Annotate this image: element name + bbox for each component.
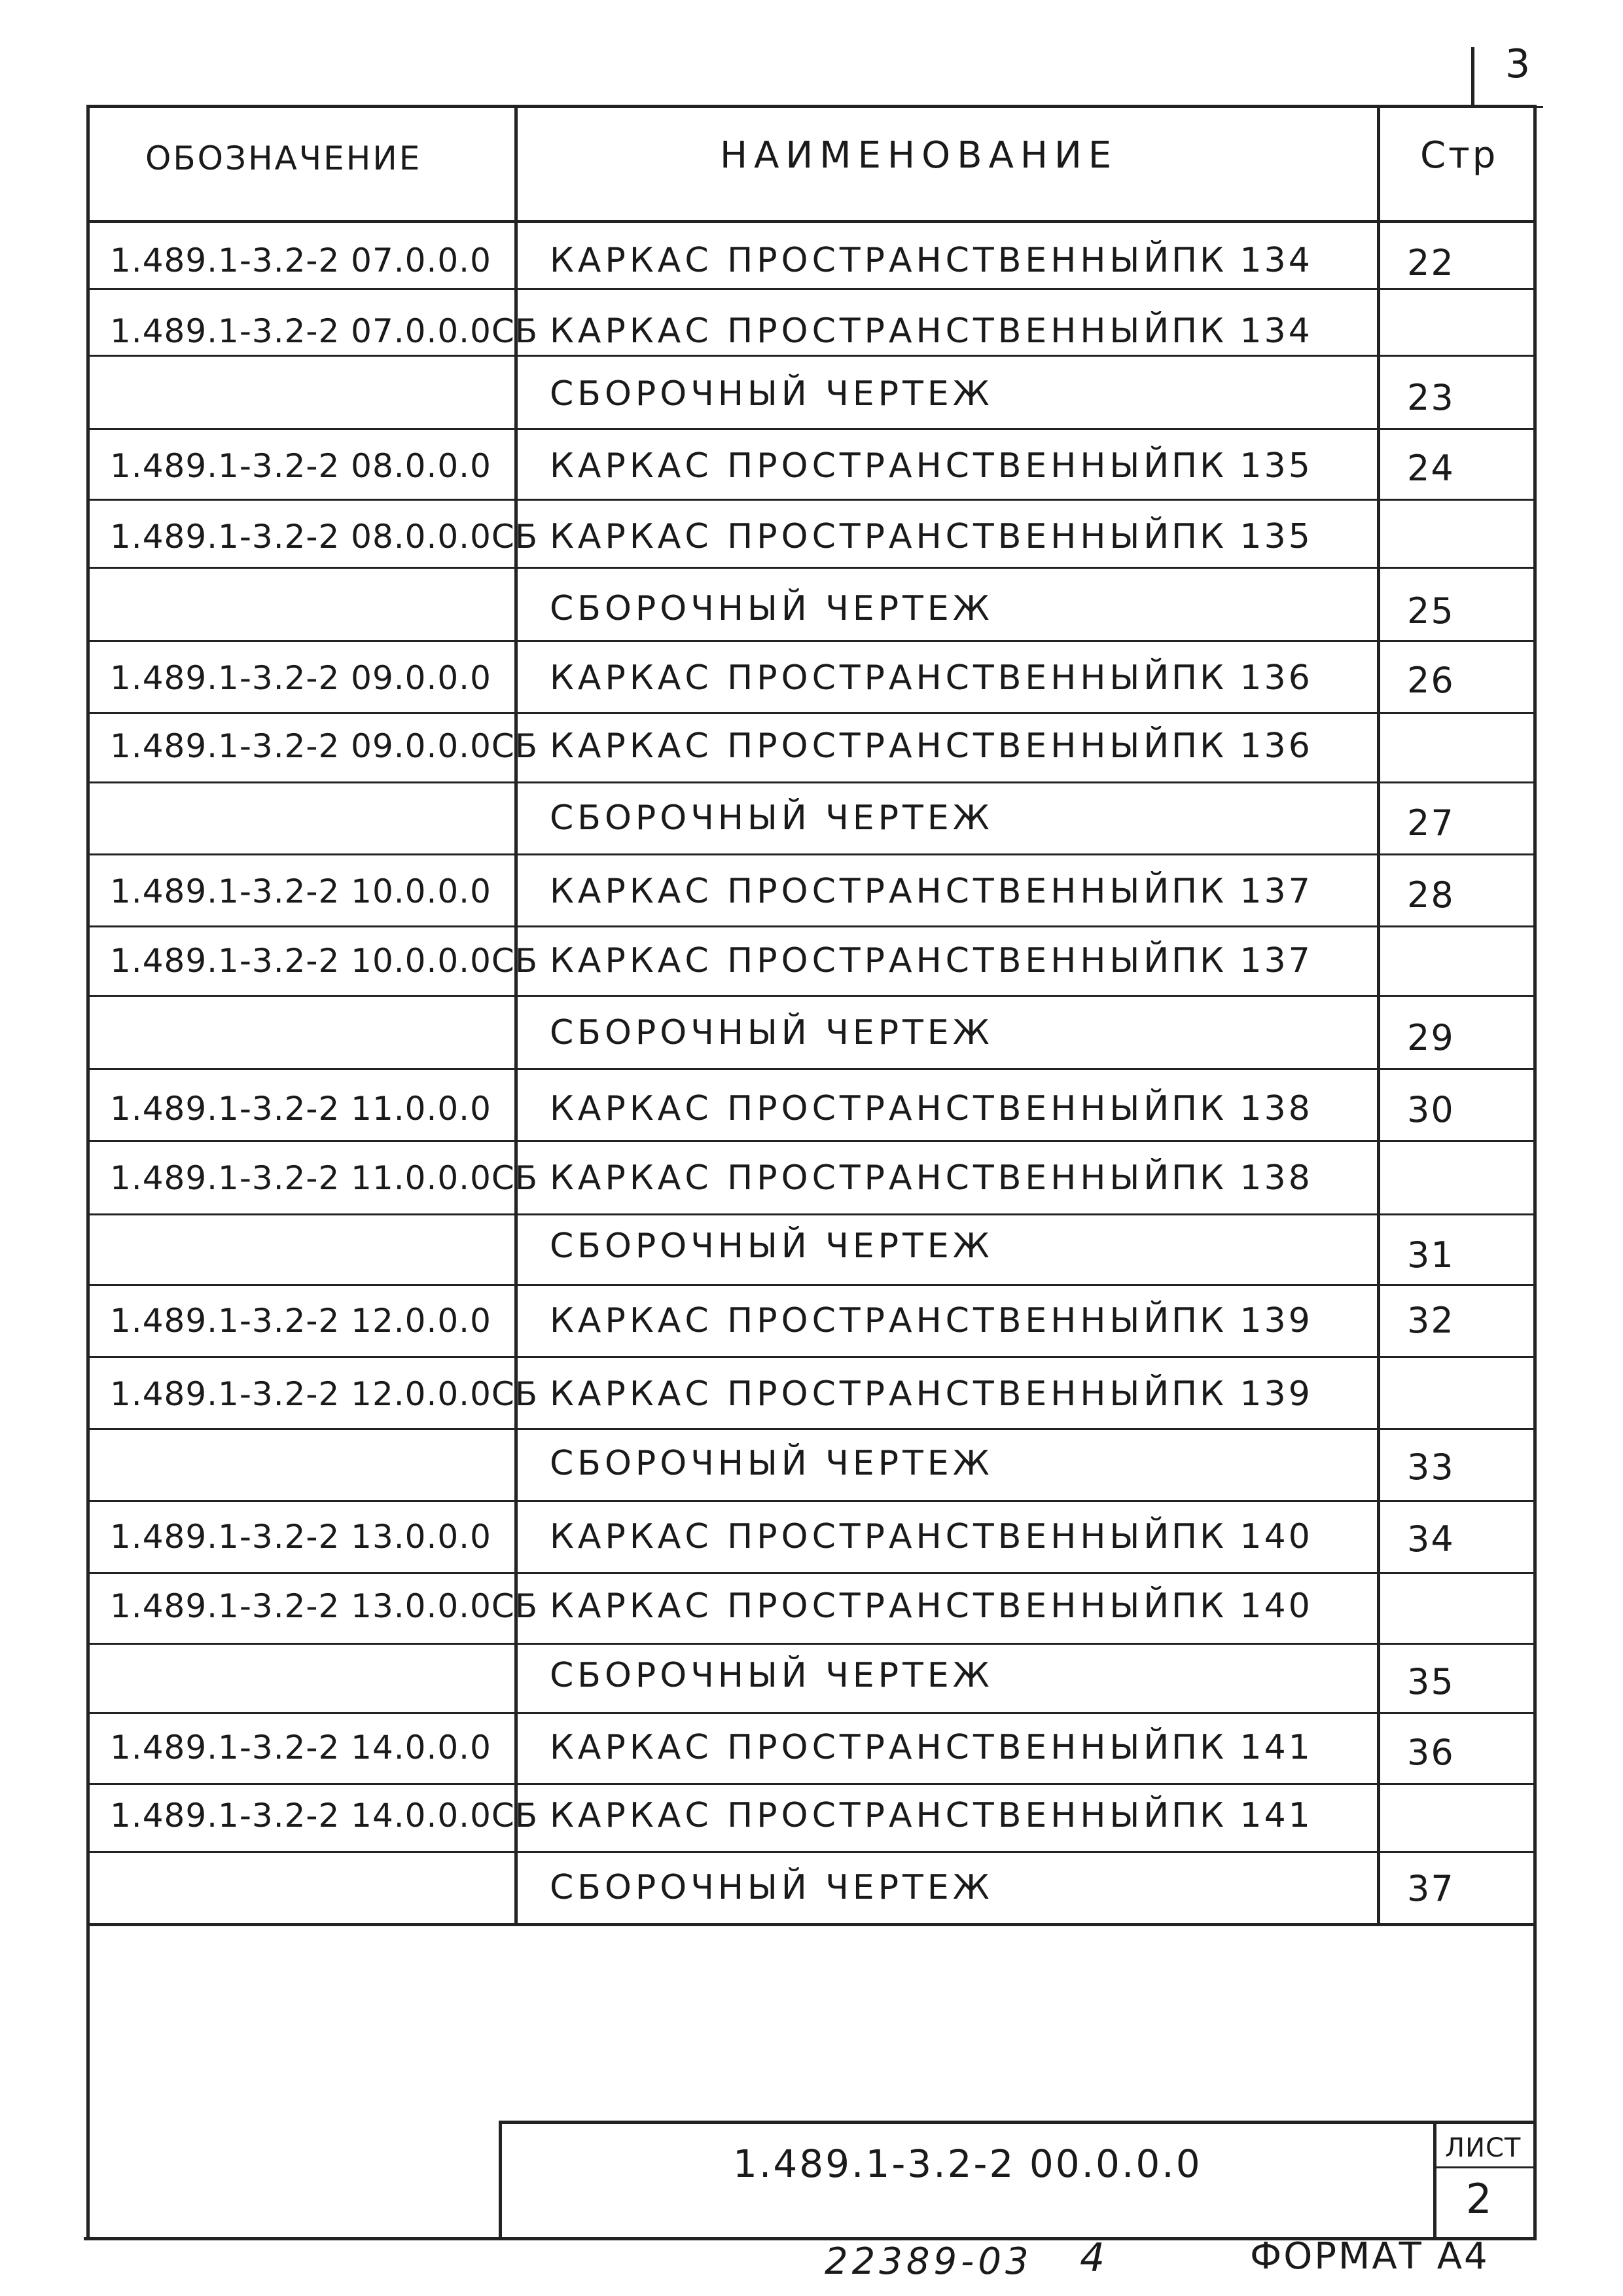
row-designation: 1.489.1-3.2-2 09.0.0.0 [110, 659, 491, 697]
row-name: КАРКАС ПРОСТРАНСТВЕННЫЙ [550, 1158, 1173, 1198]
row-designation: 1.489.1-3.2-2 10.0.0.0 [110, 872, 491, 910]
row-divider [86, 1428, 1537, 1430]
row-mark: ПК 137 [1171, 872, 1313, 911]
row-divider [86, 499, 1537, 501]
row-mark: ПК 139 [1171, 1374, 1313, 1414]
row-divider [86, 1643, 1537, 1645]
row-designation: 1.489.1-3.2-2 14.0.0.0СБ [110, 1797, 539, 1835]
row-page: 29 [1407, 1017, 1455, 1058]
row-page: 28 [1407, 874, 1455, 916]
row-divider [86, 1783, 1537, 1785]
row-divider [86, 428, 1537, 430]
row-page: 34 [1407, 1518, 1455, 1560]
frame-top [86, 105, 1537, 108]
row-designation: 1.489.1-3.2-2 13.0.0.0СБ [110, 1587, 539, 1625]
row-mark: ПК 136 [1171, 658, 1313, 698]
row-divider [86, 1140, 1537, 1142]
row-page: 25 [1407, 590, 1455, 632]
row-designation: 1.489.1-3.2-2 14.0.0.0 [110, 1729, 491, 1767]
title-block-sheet-divider [1433, 2121, 1436, 2240]
row-divider [86, 1356, 1537, 1358]
row-designation: 1.489.1-3.2-2 07.0.0.0 [110, 242, 491, 279]
row-name: КАРКАС ПРОСТРАНСТВЕННЫЙ [550, 1374, 1173, 1414]
inventory-number: 22389-03 [825, 2240, 1033, 2283]
corner-page-number: 3 [1505, 41, 1532, 87]
row-name: КАРКАС ПРОСТРАНСТВЕННЫЙ [550, 446, 1173, 486]
row-page: 26 [1407, 660, 1455, 701]
row-divider [86, 567, 1537, 569]
row-designation: 1.489.1-3.2-2 11.0.0.0СБ [110, 1159, 539, 1197]
row-name: СБОРОЧНЫЙ ЧЕРТЕЖ [550, 1444, 993, 1483]
row-name: КАРКАС ПРОСТРАНСТВЕННЫЙ [550, 1587, 1173, 1626]
row-name: КАРКАС ПРОСТРАНСТВЕННЫЙ [550, 517, 1173, 556]
row-divider [86, 781, 1537, 783]
row-name: СБОРОЧНЫЙ ЧЕРТЕЖ [550, 1868, 993, 1907]
sheet-number: 2 [1466, 2175, 1493, 2223]
row-mark: ПК 136 [1171, 726, 1313, 766]
row-divider [86, 355, 1537, 357]
row-designation: 1.489.1-3.2-2 08.0.0.0 [110, 447, 491, 485]
title-block-left [499, 2121, 502, 2240]
row-page: 32 [1407, 1300, 1455, 1341]
row-mark: ПК 134 [1171, 312, 1313, 351]
row-page: 31 [1407, 1234, 1455, 1276]
row-divider [86, 1213, 1537, 1215]
row-name: СБОРОЧНЫЙ ЧЕРТЕЖ [550, 1656, 993, 1695]
row-mark: ПК 134 [1171, 241, 1313, 280]
document-code: 1.489.1-3.2-2 00.0.0.0 [733, 2142, 1202, 2186]
row-divider [86, 1851, 1537, 1853]
row-name: СБОРОЧНЫЙ ЧЕРТЕЖ [550, 1227, 993, 1266]
row-divider [86, 640, 1537, 642]
row-mark: ПК 138 [1171, 1158, 1313, 1198]
row-page: 22 [1407, 242, 1455, 283]
row-designation: 1.489.1-3.2-2 10.0.0.0СБ [110, 942, 539, 980]
row-page: 23 [1407, 377, 1455, 418]
row-divider [86, 712, 1537, 714]
row-divider [86, 1284, 1537, 1286]
row-name: СБОРОЧНЫЙ ЧЕРТЕЖ [550, 374, 993, 414]
row-designation: 1.489.1-3.2-2 08.0.0.0СБ [110, 518, 539, 556]
row-name: СБОРОЧНЫЙ ЧЕРТЕЖ [550, 798, 993, 838]
copy-number: 4 [1080, 2235, 1107, 2281]
row-name: КАРКАС ПРОСТРАНСТВЕННЫЙ [550, 1301, 1173, 1340]
row-designation: 1.489.1-3.2-2 12.0.0.0СБ [110, 1375, 539, 1413]
row-divider [86, 1712, 1537, 1714]
row-divider [86, 925, 1537, 927]
row-designation: 1.489.1-3.2-2 13.0.0.0 [110, 1518, 491, 1556]
row-mark: ПК 140 [1171, 1517, 1313, 1556]
row-divider [86, 853, 1537, 855]
row-divider [86, 1500, 1537, 1502]
row-mark: ПК 135 [1171, 517, 1313, 556]
row-name: КАРКАС ПРОСТРАНСТВЕННЫЙ [550, 241, 1173, 280]
row-name: КАРКАС ПРОСТРАНСТВЕННЫЙ [550, 1089, 1173, 1128]
row-designation: 1.489.1-3.2-2 07.0.0.0СБ [110, 312, 539, 350]
header-page: Стр [1420, 134, 1499, 177]
row-mark: ПК 138 [1171, 1089, 1313, 1128]
corner-marker-line [1471, 47, 1474, 107]
row-divider [86, 995, 1537, 997]
header-name: НАИМЕНОВАНИЕ [720, 134, 1118, 177]
row-designation: 1.489.1-3.2-2 09.0.0.0СБ [110, 727, 539, 765]
row-mark: ПК 135 [1171, 446, 1313, 486]
row-page: 35 [1407, 1661, 1455, 1702]
row-page: 30 [1407, 1089, 1455, 1130]
row-name: КАРКАС ПРОСТРАНСТВЕННЫЙ [550, 1796, 1173, 1835]
row-name: СБОРОЧНЫЙ ЧЕРТЕЖ [550, 589, 993, 628]
sheet-label: ЛИСТ [1445, 2133, 1522, 2163]
row-designation: 1.489.1-3.2-2 11.0.0.0 [110, 1090, 491, 1128]
row-name: КАРКАС ПРОСТРАНСТВЕННЫЙ [550, 1728, 1173, 1767]
title-block-top [499, 2121, 1537, 2124]
row-name: КАРКАС ПРОСТРАНСТВЕННЫЙ [550, 1517, 1173, 1556]
column-divider-1 [514, 105, 518, 1926]
row-name: КАРКАС ПРОСТРАНСТВЕННЫЙ [550, 726, 1173, 766]
row-page: 37 [1407, 1868, 1455, 1909]
table-bottom-line [86, 1923, 1537, 1926]
frame-right [1533, 105, 1537, 2240]
column-divider-2 [1377, 105, 1380, 1926]
row-page: 24 [1407, 448, 1455, 489]
row-page: 27 [1407, 802, 1455, 844]
row-divider [86, 288, 1537, 290]
row-name: КАРКАС ПРОСТРАНСТВЕННЫЙ [550, 941, 1173, 980]
row-page: 33 [1407, 1446, 1455, 1488]
frame-left [86, 105, 90, 2240]
row-mark: ПК 141 [1171, 1796, 1313, 1835]
header-bottom-line [86, 220, 1537, 223]
row-mark: ПК 139 [1171, 1301, 1313, 1340]
row-designation: 1.489.1-3.2-2 12.0.0.0 [110, 1302, 491, 1340]
row-mark: ПК 141 [1171, 1728, 1313, 1767]
row-mark: ПК 137 [1171, 941, 1313, 980]
row-name: СБОРОЧНЫЙ ЧЕРТЕЖ [550, 1013, 993, 1052]
row-name: КАРКАС ПРОСТРАНСТВЕННЫЙ [550, 658, 1173, 698]
paper-format: ФОРМАТ А4 [1250, 2235, 1489, 2278]
row-name: КАРКАС ПРОСТРАНСТВЕННЫЙ [550, 312, 1173, 351]
row-divider [86, 1068, 1537, 1070]
row-name: КАРКАС ПРОСТРАНСТВЕННЫЙ [550, 872, 1173, 911]
row-mark: ПК 140 [1171, 1587, 1313, 1626]
row-divider [86, 1572, 1537, 1574]
row-page: 36 [1407, 1732, 1455, 1773]
header-designation: ОБОЗНАЧЕНИЕ [145, 139, 422, 177]
